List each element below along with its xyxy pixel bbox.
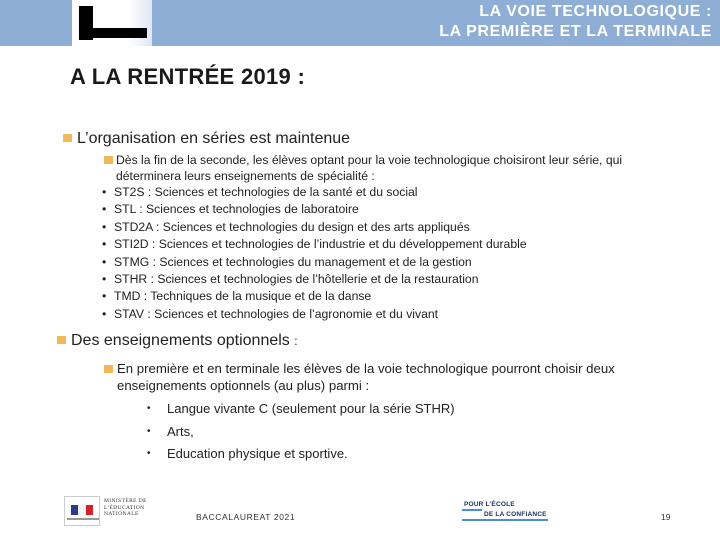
option-item-text: Langue vivante C (seulement pour la série STHR) bbox=[167, 401, 455, 416]
bullet-dot-icon: • bbox=[102, 185, 107, 199]
header-title-line1: LA VOIE TECHNOLOGIQUE : bbox=[479, 3, 712, 20]
section2-heading bbox=[57, 332, 298, 350]
bullet-dot-icon: • bbox=[102, 219, 107, 234]
series-item bbox=[104, 201, 527, 218]
series-item bbox=[104, 288, 527, 305]
section1-intro bbox=[104, 152, 664, 184]
ecole-confiance-line1: POUR L’ÉCOLE bbox=[464, 501, 515, 508]
option-item bbox=[147, 423, 455, 446]
section2-intro bbox=[104, 360, 664, 394]
footer-label: BACCALAUREAT 2021 bbox=[196, 512, 296, 522]
bullet-dot-icon: • bbox=[102, 254, 107, 269]
option-item bbox=[147, 445, 455, 468]
square-bullet-icon bbox=[104, 156, 113, 164]
ecole-confiance-logo bbox=[462, 497, 550, 523]
bullet-dot-icon: • bbox=[102, 306, 107, 321]
section1-heading-text: L’organisation en séries est maintenue bbox=[77, 130, 351, 147]
section2-heading-text: Des enseignements optionnels bbox=[71, 332, 290, 349]
series-item bbox=[104, 306, 527, 323]
ministry-logo bbox=[64, 496, 160, 526]
series-list bbox=[104, 184, 527, 323]
series-item-text: STMG : Sciences et technologies du management et de la gestion bbox=[114, 254, 472, 269]
bullet-dot-icon: • bbox=[102, 289, 107, 304]
section2-heading-separator: : bbox=[294, 334, 298, 348]
options-list bbox=[147, 400, 455, 468]
ministry-logo-text: MINISTÈRE DE L’ÉDUCATION NATIONALE bbox=[104, 498, 147, 517]
header-title bbox=[439, 2, 712, 42]
ecole-confiance-line2: DE LA CONFIANCE bbox=[484, 511, 547, 518]
option-item-text: Education physique et sportive. bbox=[167, 446, 348, 461]
bullet-dot-icon: • bbox=[147, 403, 151, 414]
section1-intro-text: Dès la fin de la seconde, les élèves optant pour la voie technologique choisiront leur série, qui déterminera leurs enseignements de spécialité : bbox=[116, 153, 623, 183]
page-number: 19 bbox=[661, 512, 671, 522]
l-shape-logo-icon-base bbox=[79, 28, 147, 38]
series-item bbox=[104, 219, 527, 236]
bullet-dot-icon: • bbox=[102, 272, 107, 287]
bullet-dot-icon: • bbox=[102, 237, 107, 252]
series-item-text: STI2D : Sciences et technologies de l’industrie et du développement durable bbox=[114, 237, 527, 252]
series-item-text: ST2S : Sciences et technologies de la santé et du social bbox=[114, 185, 418, 199]
series-item bbox=[104, 271, 527, 288]
series-item-text: STD2A : Sciences et technologies du design et des arts appliqués bbox=[114, 219, 470, 234]
section2-intro-text: En première et en terminale les élèves de la voie technologique pourront choisir deux enseignements optionnels (au plus) parmi : bbox=[117, 361, 615, 393]
series-item bbox=[104, 236, 527, 253]
series-item-text: STL : Sciences et technologies de laboratoire bbox=[114, 202, 359, 217]
series-item-text: TMD : Techniques de la musique et de la danse bbox=[114, 289, 372, 304]
square-bullet-icon bbox=[57, 336, 66, 344]
option-item-text: Arts, bbox=[167, 423, 194, 439]
section1-heading bbox=[63, 130, 350, 148]
series-item bbox=[104, 254, 527, 271]
marianne-flag-icon bbox=[64, 496, 100, 526]
bullet-dot-icon: • bbox=[102, 202, 107, 217]
bullet-dot-icon: • bbox=[147, 425, 151, 437]
option-item bbox=[147, 400, 455, 423]
bullet-dot-icon: • bbox=[147, 448, 151, 459]
series-item-text: STHR : Sciences et technologies de l’hôtellerie et de la restauration bbox=[114, 272, 479, 287]
square-bullet-icon bbox=[104, 365, 113, 373]
square-bullet-icon bbox=[63, 134, 72, 142]
series-item-text: STAV : Sciences et technologies de l’agronomie et du vivant bbox=[114, 306, 439, 321]
series-item bbox=[104, 184, 527, 201]
page-title: A LA RENTRÉE 2019 : bbox=[70, 64, 306, 89]
header-title-line2: LA PREMIÈRE ET LA TERMINALE bbox=[439, 23, 712, 40]
